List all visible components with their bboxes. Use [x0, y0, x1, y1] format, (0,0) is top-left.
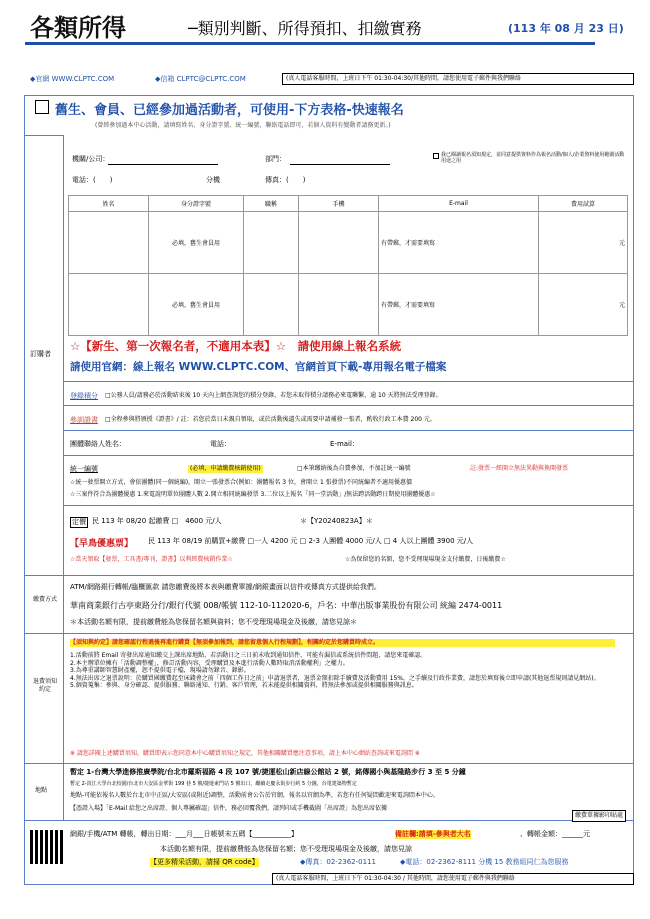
cert-label: 參訓證書	[70, 416, 98, 424]
rules-footnote: ※ 請您詳閱上述購買須知，購買即表示您同意本中心購買須知之規定，其他相關購買應注意事項，請上本中心網站查詢或來電詢問 ※	[70, 750, 420, 757]
org-label: 機關/公司：	[72, 155, 110, 163]
website-link[interactable]: ◆官網 WWW.CLPTC.COM	[30, 75, 115, 83]
location-note1: 地點-可能依報名人數於台北市中正區/大安區(或附近)調整，活動前會公告於官網，報名以官網為準，若您有任何疑問歡迎來電詢問本中心。	[70, 792, 439, 799]
early-bird-label: 【早鳥優惠票】	[70, 539, 134, 549]
group-contact-label: 團體聯絡人姓名：	[70, 440, 126, 448]
tax-id-hint: (必填，申請繳費核銷使用)	[190, 465, 261, 472]
fixed-price-text[interactable]: 民 113 年 08/20 起繳費 □ 4600 元/人	[92, 517, 222, 525]
dept-label: 部門：	[265, 155, 286, 163]
dept-input[interactable]	[290, 164, 390, 165]
page-title: 各類所得	[30, 13, 126, 42]
early-bird-text[interactable]: 民 113 年 08/19 前購買+繳費 □一人 4200 元 □ 2-3 人團體 4000 元/人 □ 4 人以上團體 3900 元/人	[148, 537, 474, 545]
service-hours: (真人電話客服時間，上班日下午 01:30-04:30/其他時間，請您使用電子郵件與我們聯絡	[282, 73, 634, 85]
footer-tel: ◆電話：02-2362-8111 分機 15 教務組同仁為您服務	[400, 858, 569, 866]
phone-label: 電話：( )	[72, 176, 113, 184]
doc-date: (113 年 08 月 23 日)	[508, 22, 624, 35]
tax-id-warning: 註:發票一經開立無法異動與換開發票	[470, 465, 569, 472]
col-mobile: 手機	[299, 196, 379, 212]
rule-item: 2.本主辦單位擁有「活動調整權」，修訂活動內容，受理購買及本進行活動人數時取消活動權利」之權力。	[70, 659, 349, 667]
transfer-amount[interactable]: 、轉帳金額：______元	[520, 830, 590, 838]
rules-label: 退費須知約定	[33, 678, 58, 693]
row1-mobile[interactable]	[299, 212, 379, 274]
page-subtitle: ─類別判斷、所得預扣、扣繳實務	[188, 19, 422, 38]
location-note2: 【憑證入場】「E-Mail 給您之出席證、個人專屬確認」信件，務必回覆我們，請列印或手機截圖「出席證」為您出席依據	[70, 805, 388, 812]
col-name: 姓名	[69, 196, 149, 212]
qr-label: 【更多精采活動，請掃 QR code】	[150, 858, 259, 866]
footer-fax: ◆傳真：02-2362-0111	[300, 858, 376, 866]
payment-note: ＊本活動名額有限，提前繳費能為您保留名額與資料；您不受理現場現金及後繳，請您見諒＊	[70, 618, 357, 626]
location-main: 暫定 1-台灣大學進修推廣學院/台北市羅斯福路 4 段 107 號/捷運松山新店線公館站 2 號，銘傳國小與基隆路步行 3 至 5 分鐘	[70, 768, 466, 776]
receipt-box: 繳費單據影印貼處	[572, 810, 626, 822]
ext-label: 分機	[206, 176, 220, 184]
points-label: 登錄積分	[70, 392, 98, 400]
fixed-price-label: 定價	[72, 518, 86, 526]
footer-service: (真人電話客服時間，上班日下午 01:30-04:30 / 其他時間，請您使用電子郵件與我們聯絡	[272, 873, 634, 885]
payment-label: 繳費方式	[33, 596, 58, 603]
fax-label: 傳真：( )	[265, 176, 306, 184]
quick-register-note: (曾經參加過本中心活動，請填寫姓名、身分證字號、統一編號，聯絡電話即可，若個人資料有變動者請務更新。)	[95, 122, 391, 129]
row1-id[interactable]: 必填，舊生會員用	[149, 212, 244, 274]
bank-info: 華南商業銀行古亭東路分行/銀行代號 008/帳號 112-10-112020-6，戶名：中華出版事業股份有限公司 統編 2474-0011	[70, 601, 503, 610]
transfer-red-note: 備註欄:請填-參與者大名	[395, 830, 471, 838]
tax-id-label: 統一編號	[70, 465, 98, 473]
row2-mobile[interactable]	[299, 274, 379, 336]
transfer-line[interactable]: 網銀/手機/ATM 轉帳，轉出日期：___月___日帳號末五碼【___________】	[70, 830, 299, 838]
event-code: ＊【Y20240823A】＊	[300, 517, 373, 525]
tax-line-3: ☆三案件符合為團體優惠 1.來電說明單位團體人數 2.開立相同統編發票 3.二位以上報名「同一堂活動」/無法跨活動跨日期使用團體優惠☆	[70, 491, 436, 498]
orderer-label: 訂購者	[30, 350, 51, 358]
rule-item: 1.活動前將 Email 寄發出席通知繳交上課出席地點，若活動日之三日前未收到通知信件，可能有漏信或系統信件問題，請您來電確認。	[70, 652, 427, 659]
attendee-table	[68, 195, 628, 336]
header-divider	[25, 42, 595, 45]
row2-name[interactable]	[69, 274, 149, 336]
email-link[interactable]: ◆信箱 CLPTC@CLPTC.COM	[155, 75, 246, 83]
group-phone-label: 電話：	[210, 440, 231, 448]
cert-text[interactable]: □全程參與將頒授《證書》/ 註：若您於當日未親自領取，或於活動後遺失或需要申請補發一張者，酌收行政工本費 200 元。	[105, 416, 436, 423]
discount-note-2: ☆為保留您的名額，您不受理現場現金支付繳費，日後繳費☆	[345, 556, 506, 563]
col-fee: 費用試算	[539, 196, 628, 212]
discount-note: ☆當天領取【發票，工具書/專刊，證書】以利經費核銷作業☆	[70, 556, 233, 563]
row2-fee[interactable]: 元	[539, 274, 628, 336]
rule-item: 3.為尊重講師智慧財產權，恕不提供電子檔，現場請勿錄音、錄影。	[70, 667, 250, 674]
col-email: E-mail	[379, 196, 539, 212]
row1-name[interactable]	[69, 212, 149, 274]
group-email-label: E-mail：	[330, 440, 359, 448]
row1-fee[interactable]: 元	[539, 212, 628, 274]
consent-checkbox[interactable]	[433, 153, 439, 159]
location-label: 地點	[35, 787, 48, 794]
col-id: 身分證字號	[149, 196, 244, 212]
location-alt: 暫定 2-淡江大學台北校園/台北市大安區金華街 199 巷 5 號/捷運東門站 5 號出口，繼續走慶永街步行約 5 分鐘，台電建築物暫定	[70, 781, 357, 787]
payment-line1: ATM/網路銀行轉帳/臨櫃匯款 請您繳費後將本表與繳費單據/網銀畫面以信件或傳真方式提供給我們。	[70, 583, 381, 591]
tax-line-2: ☆統一發票開立方式，會依團體(同一個統編)，開立一張發票合(例如：團體報名 3 位，會開立 1 張發票)不同統編者不適用優惠價	[70, 479, 413, 486]
row2-email[interactable]: 有帶郵，才需要填寫	[379, 274, 539, 336]
quick-register-checkbox[interactable]	[35, 100, 49, 114]
row2-title[interactable]	[244, 274, 299, 336]
col-title: 職稱	[244, 196, 299, 212]
org-input[interactable]	[108, 164, 218, 165]
online-signup-banner[interactable]: 請使用官網：線上報名 WWW.CLPTC.COM、官網首頁下載-專用報名電子檔案	[70, 361, 447, 373]
rules-list	[70, 652, 625, 690]
row1-title[interactable]	[244, 212, 299, 274]
rule-item: 5.個資蒐集：參與、身分確認、提供服務、聯絡通知、行銷、客戶管理，若未能提供相關資料，將無法參加或提供相關服務與訊息。	[70, 682, 418, 689]
row1-email[interactable]: 有帶郵，才需要填寫	[379, 212, 539, 274]
rules-head: 【須知與約定】請您確認行程過後再進行購買【無須參加報到，請您留意個人行程規劃】，相關約定於您購買時成立。	[70, 639, 615, 647]
quick-register-title: 舊生、會員、已經參加過活動者，可使用-下方表格-快速報名	[55, 103, 404, 118]
qr-code-icon[interactable]	[30, 830, 64, 864]
tax-id-note[interactable]: □本筆繳納後為自費參加，不加註統一編號	[297, 465, 411, 472]
new-user-banner: ☆【新生、第一次報名者，不適用本表】☆ 請使用線上報名系統	[70, 339, 402, 353]
points-text[interactable]: □公務人員/請務必於活動結束後 10 天內上網查詢您的積分登錄，若您未取得積分請務必來電聯繫，逾 10 天將無法受理登錄。	[105, 392, 442, 399]
row2-id[interactable]: 必填，舊生會員用	[149, 274, 244, 336]
rule-item: 4.無法出席之退票說明：於購買國繳費起至床錢會之前「四個工作日之前」申請退票者，退票金額扣除手續費及活動費用 15%，之手續及行政作業費，請您於填寫後立即申請(其他退票規則請見網站)。	[70, 674, 600, 682]
consent-note: 我已閱讀報名須知規定，並同意提供資料作為報名活動/個人/企業資料使用範圍活動用途之用	[441, 152, 625, 165]
footer-note: 本活動名額有限，提前繳費能為您保留名額；您不受理現場現金及後繳，請您見諒	[160, 845, 412, 853]
